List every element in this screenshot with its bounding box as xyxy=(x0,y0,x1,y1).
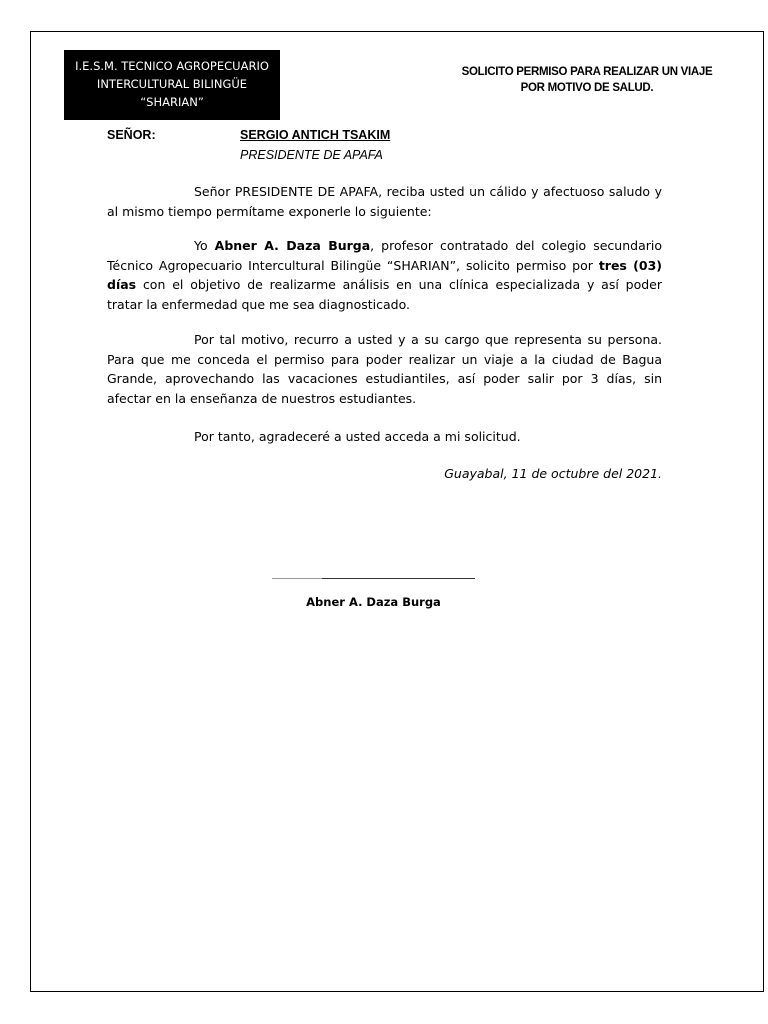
paragraph-closing-text: Por tanto, agradeceré a usted acceda a mi solicitud. xyxy=(194,429,521,444)
addressee-label: SEÑOR: xyxy=(107,128,156,142)
school-name-line2: INTERCULTURAL BILINGÜE xyxy=(96,77,248,91)
signer-name: Abner A. Daza Burga xyxy=(306,595,441,609)
request-title-line1: SOLICITO PERMISO PARA REALIZAR UN VIAJE xyxy=(461,66,713,78)
addressee-name: SERGIO ANTICH TSAKIM xyxy=(240,128,391,142)
school-name-line1: I.E.S.M. TECNICO AGROPECUARIO xyxy=(75,59,269,73)
signature-line xyxy=(272,578,475,579)
paragraph-request-text-c: con el objetivo de realizarme análisis en una clínica especializada y así poder tratar la enfermedad que me sea diagnosticado. xyxy=(107,277,662,312)
paragraph-request-text-a: Yo xyxy=(194,238,215,253)
request-title-line2: POR MOTIVO DE SALUD. xyxy=(520,82,654,94)
school-name-box xyxy=(64,50,280,120)
paragraph-request xyxy=(107,236,662,314)
paragraph-closing xyxy=(107,427,662,447)
addressee-role: PRESIDENTE DE APAFA xyxy=(240,148,383,162)
school-name-line3: “SHARIAN” xyxy=(140,95,204,109)
paragraph-greeting-text: Señor PRESIDENTE DE APAFA, reciba usted un cálido y afectuoso saludo y al mismo tiempo permítame exponerle lo siguiente: xyxy=(107,184,662,219)
requested-days: tres (03) días xyxy=(107,257,662,292)
paragraph-reason-text: Por tal motivo, recurro a usted y a su cargo que representa su persona. Para que me conceda el permiso para poder realizar un viaje a la ciudad de Bagua Grande, aprovechando las vacaciones estudiantiles, así poder salir por 3 días, sin afectar en la enseñanza de nuestros estudiantes. xyxy=(107,332,662,406)
paragraph-reason xyxy=(107,330,662,408)
page-border xyxy=(30,31,764,992)
paragraph-request-text-b: , profesor contratado del colegio secundario Técnico Agropecuario Intercultural Bilingüe “SHARIAN”, solicito permiso por xyxy=(107,238,662,273)
place-date: Guayabal, 11 de octubre del 2021. xyxy=(444,466,662,481)
paragraph-greeting xyxy=(107,182,662,221)
requester-name: Abner A. Daza Burga xyxy=(214,238,371,253)
request-title xyxy=(450,64,724,96)
